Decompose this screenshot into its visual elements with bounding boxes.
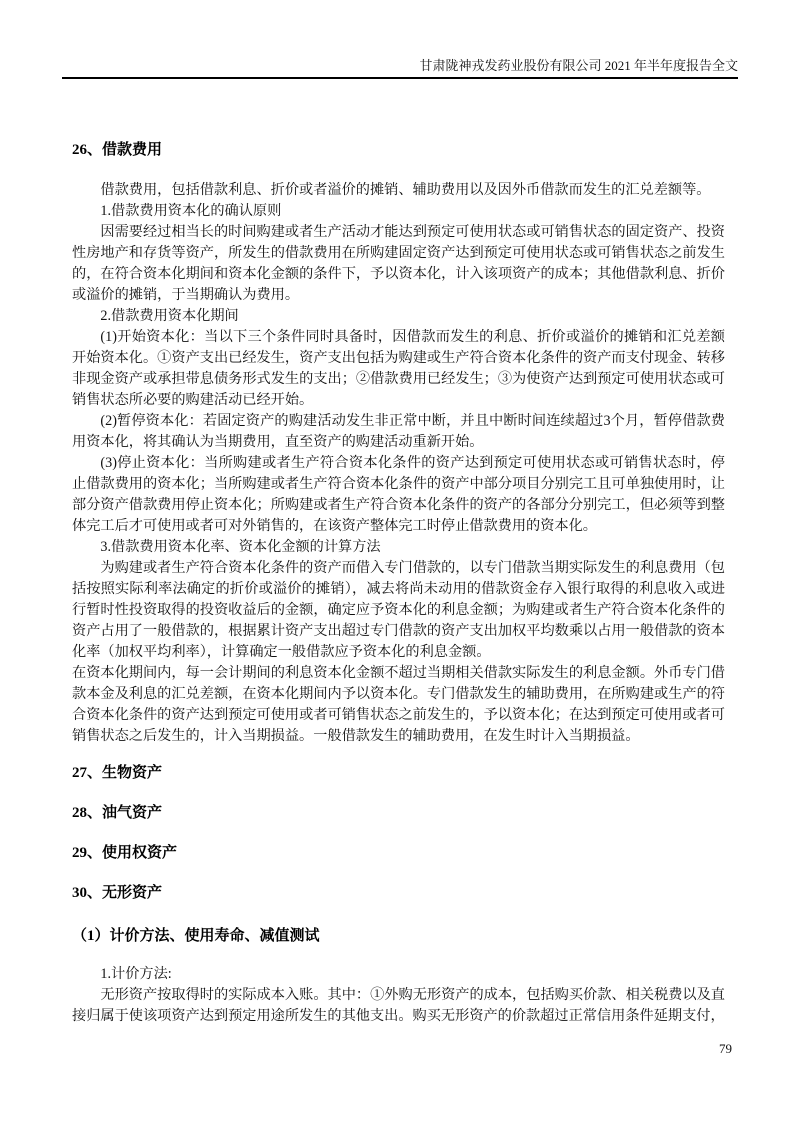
section-29-heading: 29、使用权资产 xyxy=(72,845,178,861)
section-26-heading: 26、借款费用 xyxy=(72,142,163,158)
section-26-paragraph-5: (1)开始资本化：当以下三个条件同时具备时，因借款而发生的利息、折价或溢价的摊销和汇兑差额开始资本化。①资产支出已经发生，资产支出包括为购建或生产符合资本化条件的资产而支付现金、转移非现金资产或承担带息债务形式发生的支出；②借款费用已经发生；③为使资产达到预定可使用状态或可销售状态所必要的购建活动已经开始。 xyxy=(72,329,725,408)
section-26-paragraph-3: 因需要经过相当长的时间购建或者生产活动才能达到预定可使用状态或可销售状态的固定资产、投资性房地产和存货等资产，所发生的借款费用在所购建固定资产达到预定可使用状态或可销售状态之前发生的，在符合资本化期间和资本化金额的条件下，予以资本化，计入该项资产的成本；其他借款利息、折价或溢价的摊销，于当期确认为费用。 xyxy=(72,224,725,303)
section-26-paragraph-4: 2.借款费用资本化期间 xyxy=(100,308,239,324)
section-26-paragraph-1: 借款费用，包括借款利息、折价或者溢价的摊销、辅助费用以及因外币借款而发生的汇兑差额等。 xyxy=(100,182,711,198)
section-26-paragraph-7: (3)停止资本化：当所购建或者生产符合资本化条件的资产达到预定可使用状态或可销售状态时，停止借款费用的资本化；当所购建或者生产符合资本化条件的资产中部分项目分别完工且可单独使用时，让部分资产借款费用停止资本化；所购建或者生产符合资本化条件的资产的各部分分别完工，但必须等到整体完工后才可使用或者可对外销售的，在该资产整体完工时停止借款费用的资本化。 xyxy=(72,455,725,534)
section-30-paragraph-1: 1.计价方法: xyxy=(100,966,172,982)
section-30-heading: 30、无形资产 xyxy=(72,885,163,901)
section-26-paragraph-10: 在资本化期间内，每一会计期间的利息资本化金额不超过当期相关借款实际发生的利息金额。外币专门借款本金及利息的汇兑差额，在资本化期间内予以资本化。专门借款发生的辅助费用，在所购建或生产的符合资本化条件的资产达到预定可使用或者可销售状态之前发生的，予以资本化；在达到预定可使用或者可销售状态之后发生的，计入当期损益。一般借款发生的辅助费用，在发生时计入当期损益。 xyxy=(72,665,725,744)
section-30-paragraph-2: 无形资产按取得时的实际成本入账。其中：①外购无形资产的成本，包括购买价款、相关税费以及直接归属于使该项资产达到预定用途所发生的其他支出。购买无形资产的价款超过正常信用条件延期支付， xyxy=(72,987,725,1024)
section-27-heading: 27、生物资产 xyxy=(72,765,163,781)
section-26-paragraph-8: 3.借款费用资本化率、资本化金额的计算方法 xyxy=(100,539,381,555)
document-body xyxy=(72,142,725,1027)
section-26-paragraph-9: 为购建或者生产符合资本化条件的资产而借入专门借款的，以专门借款当期实际发生的利息费用（包括按照实际利率法确定的折价或溢价的摊销），减去将尚未动用的借款资金存入银行取得的利息收入或进行暂时性投资取得的投资收益后的金额，确定应予资本化的利息金额；为购建或者生产符合资本化条件的资产占用了一般借款的，根据累计资产支出超过专门借款的资产支出加权平均数乘以占用一般借款的资本化率（加权平均利率），计算确定一般借款应予资本化的利息金额。 xyxy=(72,560,725,660)
header-rule xyxy=(62,77,738,79)
section-26-paragraph-6: (2)暂停资本化：若固定资产的购建活动发生非正常中断，并且中断时间连续超过3个月，暂停借款费用资本化，将其确认为当期费用，直至资产的购建活动重新开始。 xyxy=(72,413,725,450)
page-header-title: 甘肃陇神戎发药业股份有限公司 2021 年半年度报告全文 xyxy=(419,58,738,73)
section-28-heading: 28、油气资产 xyxy=(72,805,163,821)
section-26-paragraph-2: 1.借款费用资本化的确认原则 xyxy=(100,203,282,219)
page-number: 79 xyxy=(719,1041,732,1056)
section-30-subheading-1: （1）计价方法、使用寿命、减值测试 xyxy=(72,928,320,944)
